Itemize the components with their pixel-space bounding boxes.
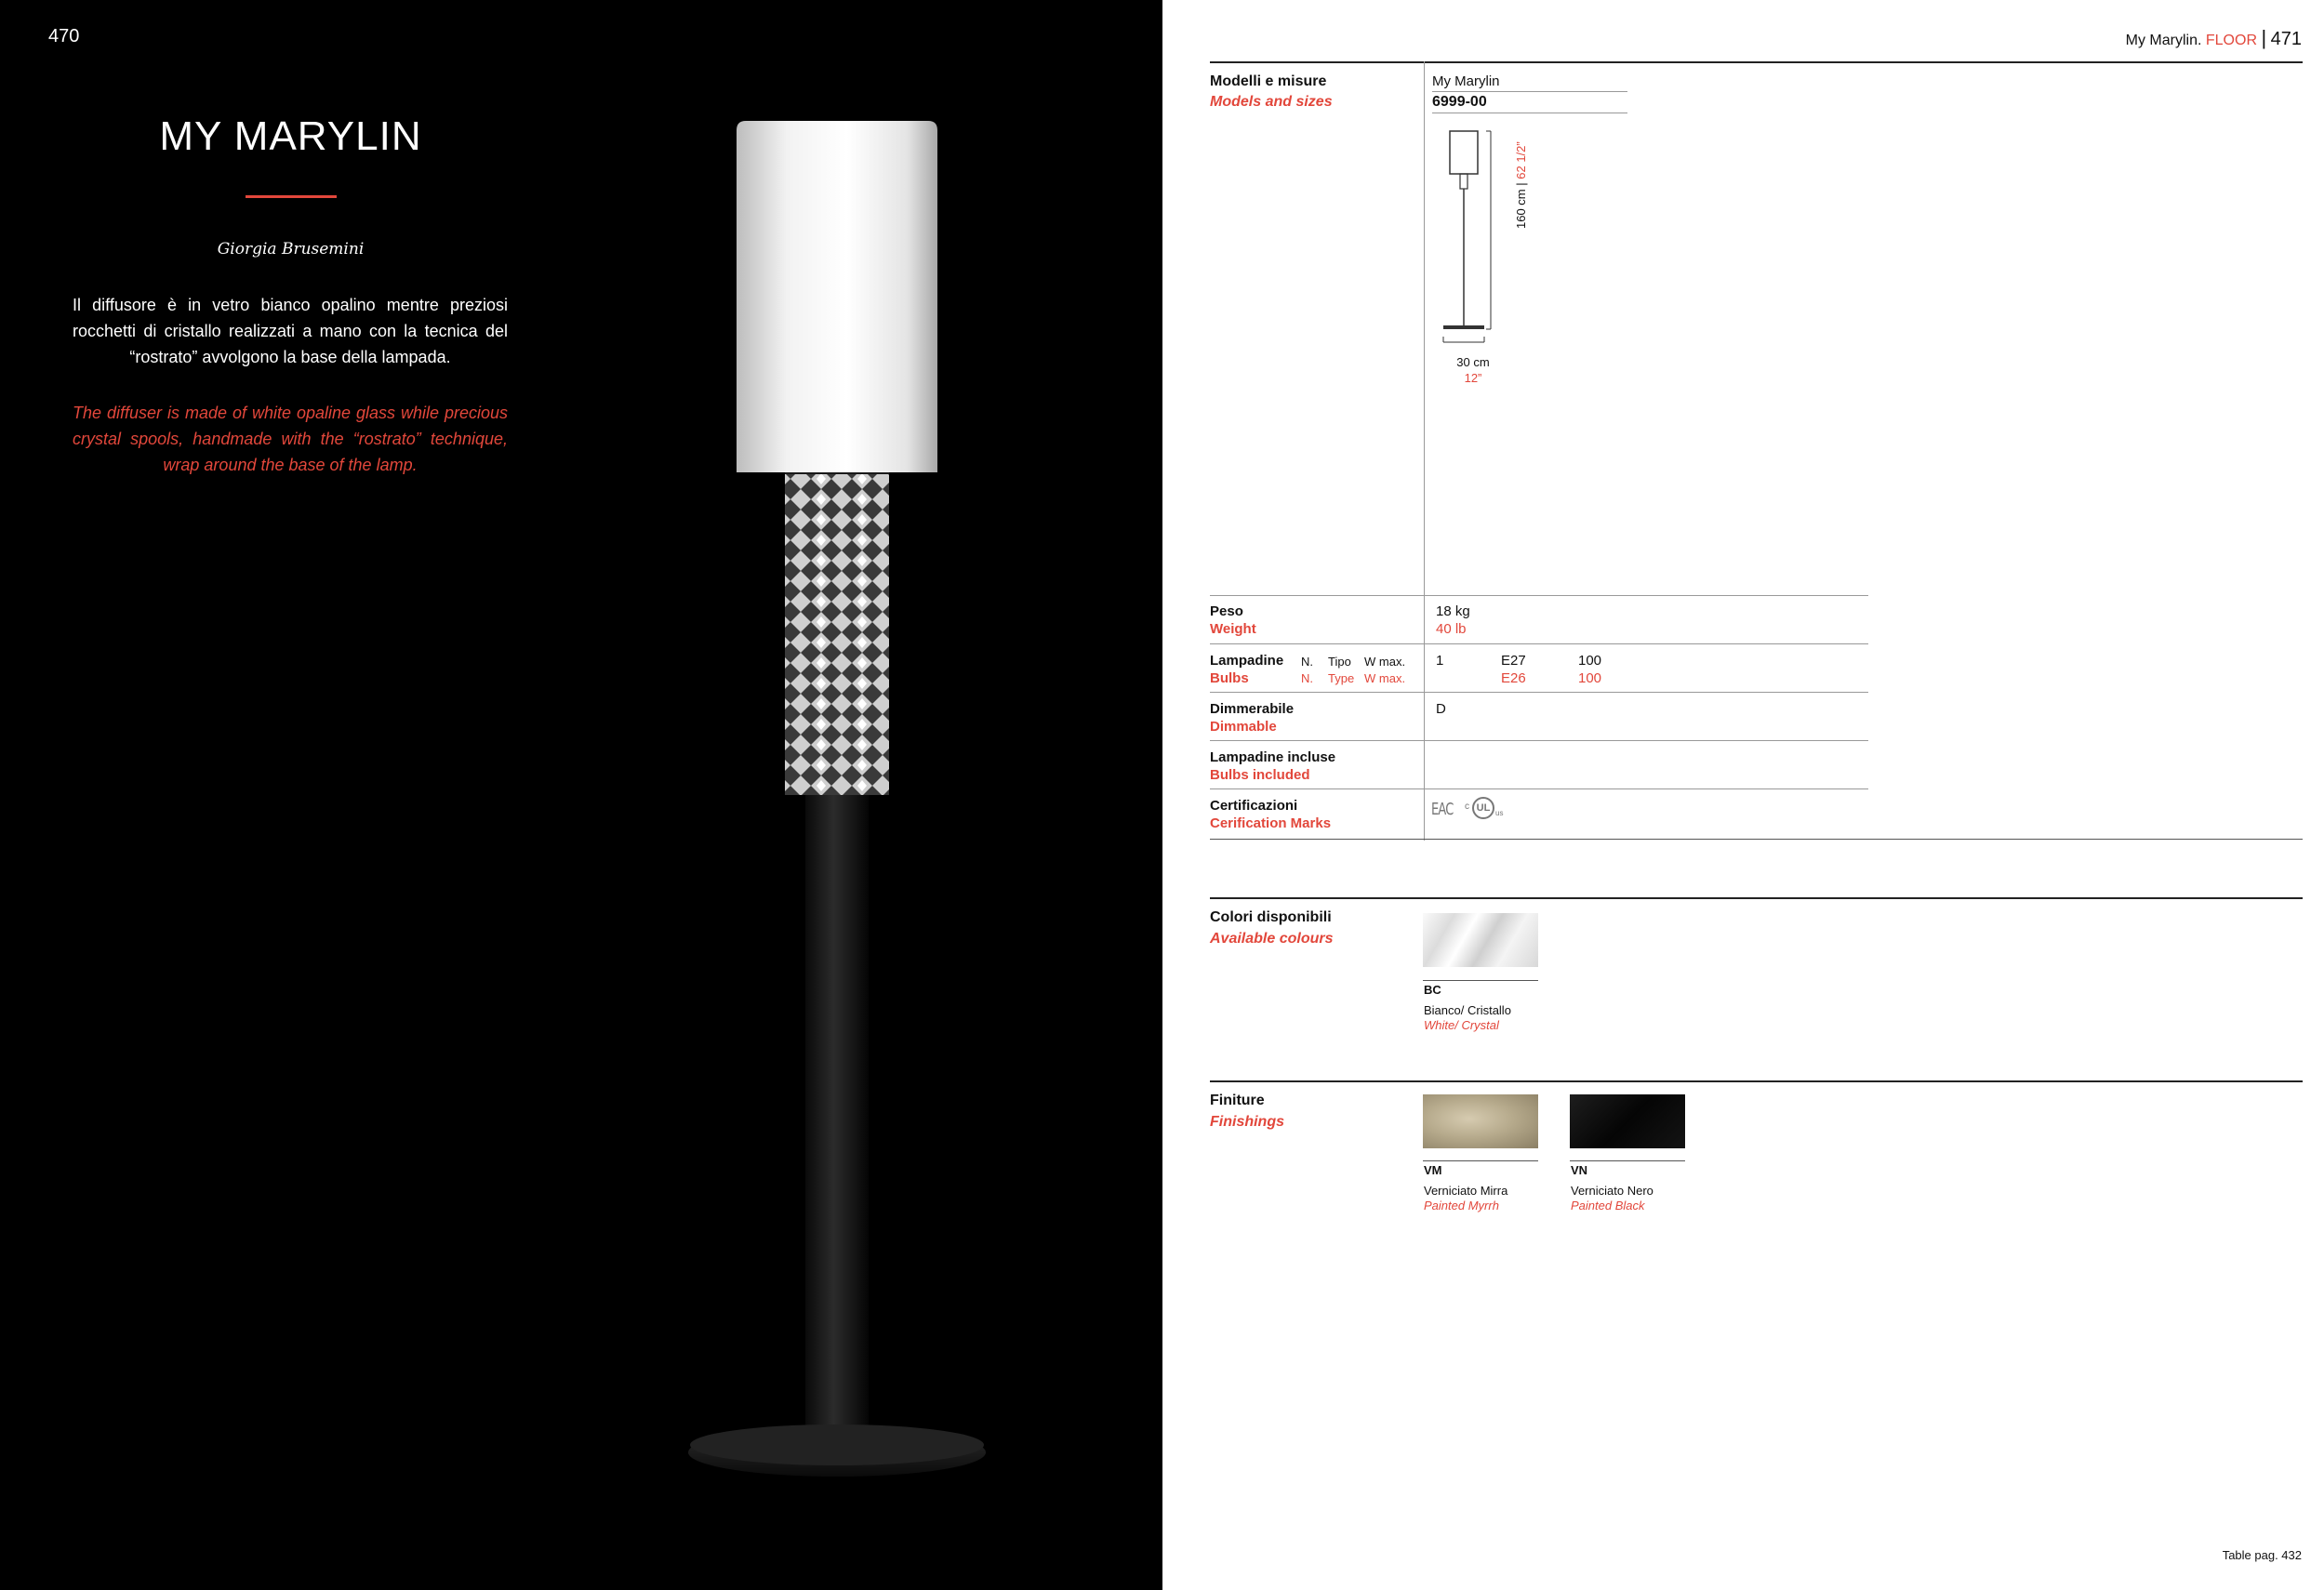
cert-label-en: Cerification Marks xyxy=(1210,815,1332,831)
bulbs-label-it: Lampadine xyxy=(1210,653,1284,669)
page-number-right: 471 xyxy=(2270,29,2302,49)
height-in: 62 1/2” xyxy=(1514,141,1528,179)
model-name: My Marylin xyxy=(1432,73,1500,89)
colours-rule xyxy=(1210,897,2303,899)
designer-name: Giorgia Brusemini xyxy=(217,240,365,258)
spec-rule xyxy=(1210,692,1868,693)
swatch-bianco-cristallo xyxy=(1423,913,1538,967)
description-italian: Il diffusore è in vetro bianco opalino mentre preziosi rocchetti di cristallo realizzati a mano con la tecnica del “rostrato” avvolgono la base della lampada. xyxy=(73,296,508,366)
header-product: My Marylin. xyxy=(2125,33,2202,48)
spec-rule xyxy=(1210,788,1868,789)
ul-mark-us: us xyxy=(1495,809,1504,817)
bulbs-col-type: Tipo xyxy=(1328,655,1351,669)
finishes-label-en: Finishings xyxy=(1210,1114,1284,1130)
bulbs-col-wmax: W max. xyxy=(1364,655,1406,669)
bulbs-col-n: N. xyxy=(1301,655,1313,669)
height-cm: 160 cm | xyxy=(1514,182,1528,229)
page-number-left: 470 xyxy=(48,26,80,46)
swatch-verniciato-nero xyxy=(1570,1094,1685,1148)
models-label-it: Modelli e misure xyxy=(1210,73,1327,89)
bulbs-col-n-en: N. xyxy=(1301,671,1313,685)
bulbs-wmax-value: 100 xyxy=(1578,653,1602,669)
included-label-it: Lampadine incluse xyxy=(1210,749,1336,765)
bulbs-wmax-value-en: 100 xyxy=(1578,670,1602,686)
cert-label-it: Certificazioni xyxy=(1210,798,1298,814)
finishes-rule xyxy=(1210,1080,2303,1082)
eac-mark-icon: EAC xyxy=(1431,800,1454,819)
spec-rule xyxy=(1210,740,1868,741)
height-dimension-label xyxy=(1513,141,1529,229)
ul-mark-icon: UL xyxy=(1472,797,1494,819)
weight-value: 18 kg xyxy=(1436,603,1470,619)
weight-label-it: Peso xyxy=(1210,603,1243,619)
product-title: MY MARYLIN xyxy=(159,113,422,159)
model-name-rule xyxy=(1432,91,1627,92)
bulbs-type-value: E27 xyxy=(1501,653,1526,669)
finish-name-vn-it: Verniciato Nero xyxy=(1571,1184,1653,1198)
dimmable-label-en: Dimmable xyxy=(1210,719,1277,735)
dimmable-label-it: Dimmerabile xyxy=(1210,701,1295,717)
swatch-rule xyxy=(1423,980,1538,981)
finish-code-vn: VN xyxy=(1571,1163,1588,1177)
header-separator: | xyxy=(2261,26,2267,49)
swatch-verniciato-mirra xyxy=(1423,1094,1538,1148)
included-label-en: Bulbs included xyxy=(1210,767,1310,783)
colours-label-it: Colori disponibili xyxy=(1210,909,1332,925)
weight-value-en: 40 lb xyxy=(1436,621,1467,637)
ul-mark-c: c xyxy=(1465,802,1469,812)
finish-name-vn-en: Painted Black xyxy=(1571,1199,1645,1212)
spec-rule xyxy=(1210,643,1868,644)
finish-code-vm: VM xyxy=(1424,1163,1442,1177)
bulbs-n-value: 1 xyxy=(1436,653,1444,669)
colours-label-en: Available colours xyxy=(1210,931,1334,947)
width-in: 12” xyxy=(1464,371,1482,385)
swatch-rule xyxy=(1570,1160,1685,1161)
dimmable-value: D xyxy=(1436,701,1446,717)
colour-name-en: White/ Crystal xyxy=(1424,1018,1499,1032)
lamp-image xyxy=(688,121,986,1488)
models-label-en: Models and sizes xyxy=(1210,94,1333,110)
finish-name-vm-en: Painted Myrrh xyxy=(1424,1199,1499,1212)
swatch-rule xyxy=(1423,1160,1538,1161)
page-header xyxy=(2126,26,2302,50)
dimension-drawing xyxy=(1432,126,1525,349)
colour-name-it: Bianco/ Cristallo xyxy=(1424,1003,1511,1017)
bulbs-col-wmax-en: W max. xyxy=(1364,671,1406,685)
colour-code: BC xyxy=(1424,983,1441,997)
header-category: FLOOR xyxy=(2205,33,2257,48)
title-divider xyxy=(246,195,337,198)
model-code: 6999-00 xyxy=(1432,94,1487,110)
weight-label-en: Weight xyxy=(1210,621,1256,637)
bulbs-type-value-en: E26 xyxy=(1501,670,1526,686)
finish-name-vm-it: Verniciato Mirra xyxy=(1424,1184,1508,1198)
width-cm: 30 cm xyxy=(1456,355,1490,369)
table-page-reference: Table pag. 432 xyxy=(2222,1548,2302,1562)
finishes-label-it: Finiture xyxy=(1210,1093,1265,1108)
spec-bottom-rule xyxy=(1210,839,2303,840)
spec-rule xyxy=(1210,595,1868,596)
description-english: The diffuser is made of white opaline glass while precious crystal spools, handmade with the “rostrato” technique, wrap around the base of the lamp. xyxy=(73,404,508,474)
spec-column-divider xyxy=(1424,61,1425,841)
right-page xyxy=(1162,0,2324,1590)
bulbs-col-type-en: Type xyxy=(1328,671,1355,685)
top-rule xyxy=(1210,61,2303,63)
bulbs-label-en: Bulbs xyxy=(1210,670,1249,686)
